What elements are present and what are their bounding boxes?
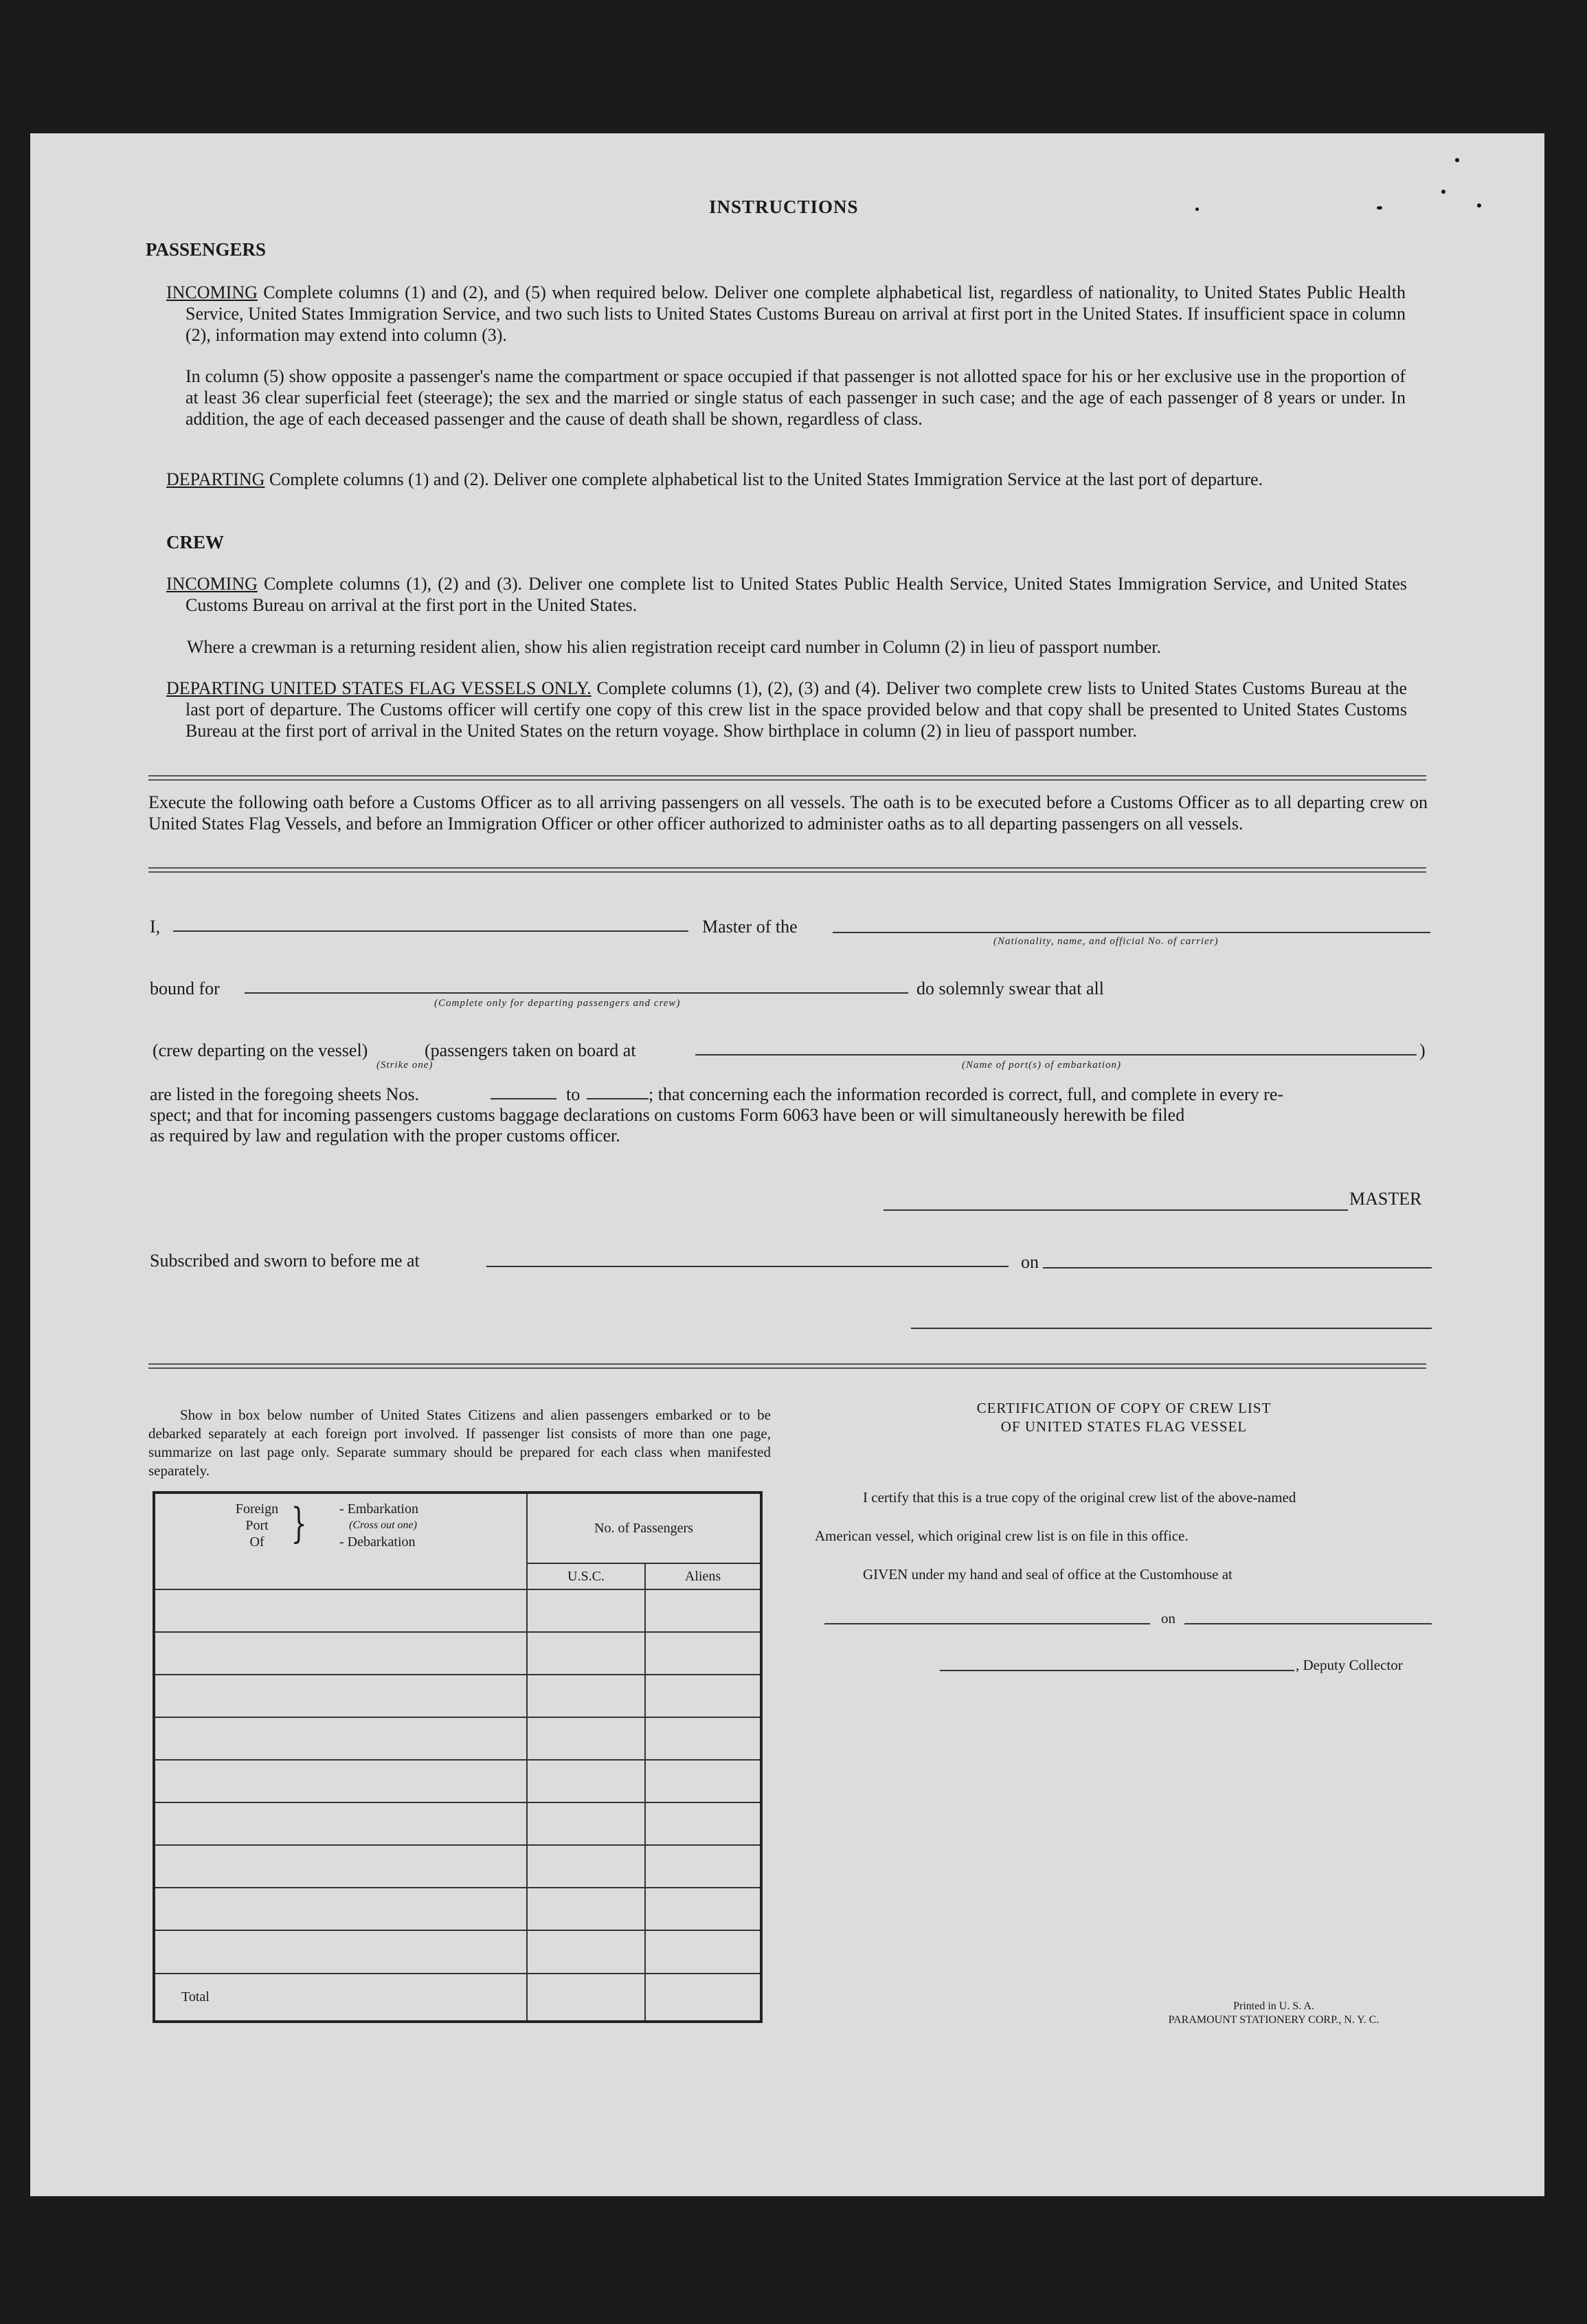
- aliens-cell[interactable]: [645, 1589, 761, 1632]
- aliens-cell[interactable]: [645, 1930, 761, 1973]
- certification-heading-1: CERTIFICATION OF COPY OF CREW LIST: [976, 1400, 1272, 1416]
- carrier-line[interactable]: [833, 932, 1430, 933]
- passengers-column5-paragraph: In column (5) show opposite a passenger's name the compartment or space occupied if that passenger is not allotted space for his or her exclusive use in the proportion of at least 36 clear superficial feet (steerage); the sex and the married or single status of each passenger in such case; and the age of each passenger of 8 years or under. In addition, the age of each deceased passenger and the cause of death shall be shown, regardless of class.: [185, 366, 1406, 429]
- crew-incoming-text: Complete columns (1), (2) and (3). Deliver one complete list to United States Public Health Service, United States Immigration Service, and United States Customs Bureau on arrival at the first port in the United States.: [185, 574, 1407, 615]
- scan-speck: [1195, 208, 1199, 211]
- printer-line-1: Printed in U. S. A.: [1233, 2000, 1314, 2012]
- certification-date-line[interactable]: [1184, 1623, 1432, 1624]
- box-instructions: Show in box below number of United States Citizens and alien passengers embarked or to be debarked separately at each foreign port involved. If passenger list consists of more than one page, summarize on last page only. Separate summary should be prepared for each class when manifested separately.: [148, 1407, 771, 1479]
- aliens-cell[interactable]: [645, 1802, 761, 1845]
- usc-cell[interactable]: [527, 1845, 645, 1888]
- aliens-cell[interactable]: [645, 1675, 761, 1717]
- certification-heading: [945, 1399, 1303, 1436]
- subscribed-place-line[interactable]: [486, 1266, 1009, 1267]
- embarkation-option[interactable]: - Embarkation: [339, 1501, 418, 1517]
- passengers-departing-label: DEPARTING: [166, 469, 265, 489]
- printer-imprint: [1129, 2000, 1418, 2027]
- port-cell[interactable]: [154, 1845, 527, 1888]
- subscribed-date-line[interactable]: [1043, 1267, 1432, 1269]
- oath-on: on: [1021, 1252, 1039, 1272]
- oath-passengers-taken: (passengers taken on board at: [425, 1040, 636, 1060]
- port-cell[interactable]: [154, 1760, 527, 1802]
- oath-listed-a: are listed in the foregoing sheets Nos.: [150, 1084, 420, 1104]
- port-cell[interactable]: [154, 1632, 527, 1675]
- passengers-departing-paragraph: [166, 469, 1406, 490]
- total-label: Total: [154, 1974, 527, 2022]
- oath-instructions: Execute the following oath before a Customs Officer as to all arriving passengers on all vessels. The oath is to be executed before a Customs Officer as to all departing crew on United States Flag Vessels, and before an Immigration Officer or other officer authorized to administer oaths as to all departing passengers on all vessels.: [148, 792, 1428, 834]
- foreign-label: Foreign: [235, 1501, 279, 1517]
- divider: [148, 775, 1426, 776]
- oath-swear: do solemnly swear that all: [916, 979, 1104, 998]
- deputy-signature-line[interactable]: [940, 1670, 1294, 1671]
- usc-cell[interactable]: [527, 1760, 645, 1802]
- ports-caption: (Name of port(s) of embarkation): [962, 1060, 1121, 1071]
- oath-subscribed: Subscribed and sworn to before me at: [150, 1251, 420, 1271]
- customhouse-line[interactable]: [824, 1623, 1150, 1624]
- total-aliens-cell[interactable]: [645, 1974, 761, 2022]
- scan-speck: [1441, 190, 1445, 194]
- crew-departing-label: DEPARTING UNITED STATES FLAG VESSELS ONLY.: [166, 678, 592, 698]
- oath-crew-departing: (crew departing on the vessel): [153, 1040, 368, 1060]
- port-cell[interactable]: [154, 1802, 527, 1845]
- divider: [148, 779, 1426, 781]
- divider: [148, 1367, 1426, 1369]
- usc-header: U.S.C.: [527, 1563, 645, 1589]
- port-cell[interactable]: [154, 1888, 527, 1930]
- usc-cell[interactable]: [527, 1930, 645, 1973]
- oath-close-paren: ): [1419, 1040, 1426, 1060]
- usc-cell[interactable]: [527, 1675, 645, 1717]
- aliens-cell[interactable]: [645, 1717, 761, 1760]
- usc-cell[interactable]: [527, 1717, 645, 1760]
- aliens-cell[interactable]: [645, 1888, 761, 1930]
- printer-line-2: PARAMOUNT STATIONERY CORP., N. Y. C.: [1168, 2014, 1380, 2026]
- usc-cell[interactable]: [527, 1632, 645, 1675]
- total-usc-cell[interactable]: [527, 1974, 645, 2022]
- port-header-cell: [154, 1493, 527, 1589]
- certification-heading-2: OF UNITED STATES FLAG VESSEL: [1000, 1418, 1248, 1435]
- passengers-departing-text: Complete columns (1) and (2). Deliver one complete alphabetical list to the United States Immigration Service at the last port of departure.: [264, 469, 1263, 489]
- port-cell[interactable]: [154, 1717, 527, 1760]
- usc-cell[interactable]: [527, 1888, 645, 1930]
- debarkation-option[interactable]: - Debarkation: [339, 1534, 416, 1550]
- strike-one-caption: (Strike one): [376, 1060, 434, 1071]
- usc-cell[interactable]: [527, 1589, 645, 1632]
- oath-listed-d: as required by law and regulation with the proper customs officer.: [150, 1126, 620, 1146]
- sheet-from-line[interactable]: [491, 1098, 556, 1099]
- crew-incoming-label: INCOMING: [166, 574, 258, 594]
- certification-on: on: [1161, 1610, 1175, 1627]
- oath-i: I,: [150, 917, 161, 937]
- embark-options: [339, 1501, 418, 1550]
- aliens-cell[interactable]: [645, 1845, 761, 1888]
- certification-line-3: GIVEN under my hand and seal of office at the Customhouse at: [863, 1566, 1233, 1583]
- oath-listed-to: to: [566, 1084, 581, 1104]
- master-name-line[interactable]: [173, 930, 688, 932]
- port-cell[interactable]: [154, 1589, 527, 1632]
- port-word-label: Port: [245, 1518, 269, 1533]
- nationality-caption: (Nationality, name, and official No. of carrier): [993, 936, 1219, 947]
- passengers-incoming-label: INCOMING: [166, 282, 258, 302]
- passengers-incoming-text: Complete columns (1) and (2), and (5) when required below. Deliver one complete alphabetical list, regardless of nationality, to United States Public Health Service, United States Immigration Service, and two such lists to United States Customs Bureau on arrival at first port in the United States. If insufficient space in column (2), information may extend into column (3).: [185, 282, 1406, 345]
- scan-speck: [1377, 206, 1382, 210]
- port-cell[interactable]: [154, 1930, 527, 1973]
- page-title: INSTRUCTIONS: [709, 197, 859, 217]
- ports-summary-table: [153, 1491, 763, 2023]
- crew-incoming-paragraph: [166, 573, 1407, 616]
- brace-icon: }: [291, 1499, 307, 1548]
- crew-resident-paragraph: Where a crewman is a returning resident alien, show his alien registration receipt card number in Column (2) in lieu of passport number.: [187, 637, 1162, 657]
- aliens-header: Aliens: [645, 1563, 761, 1589]
- passengers-heading: PASSENGERS: [146, 239, 267, 260]
- master-signature-line[interactable]: [883, 1209, 1348, 1211]
- deputy-collector-label: , Deputy Collector: [1296, 1657, 1403, 1673]
- port-cell[interactable]: [154, 1675, 527, 1717]
- crew-heading: CREW: [166, 532, 225, 552]
- of-label: Of: [249, 1534, 264, 1550]
- divider: [148, 871, 1426, 873]
- aliens-cell[interactable]: [645, 1760, 761, 1802]
- bound-caption: (Complete only for departing passengers and crew): [434, 998, 681, 1009]
- oath-master-of-the: Master of the: [702, 917, 798, 937]
- divider: [148, 867, 1426, 869]
- certification-line-2: American vessel, which original crew list is on file in this office.: [815, 1528, 1189, 1544]
- embarkation-port-line[interactable]: [695, 1054, 1417, 1055]
- sheet-to-line[interactable]: [587, 1098, 649, 1099]
- oath-listed-b: ; that concerning each the information recorded is correct, full, and complete in every re-: [649, 1084, 1284, 1104]
- oath-bound-for: bound for: [150, 979, 220, 998]
- certification-line-1: I certify that this is a true copy of the original crew list of the above-named: [863, 1489, 1296, 1506]
- scan-speck: [1455, 158, 1459, 162]
- bound-for-line[interactable]: [245, 992, 908, 994]
- passengers-incoming-paragraph: [166, 282, 1406, 346]
- divider: [148, 1363, 1426, 1365]
- oath-master: MASTER: [1349, 1189, 1422, 1209]
- crew-departing-text: Complete columns (1), (2), (3) and (4). Deliver two complete crew lists to United States Customs Bureau at the last port of departure. The Customs officer will certify one copy of this crew list in the space provided below and that copy shall be presented to United States Customs Bureau at the first port of arrival in the United States on the return voyage. Show birthplace in column (2) in lieu of passport number.: [185, 678, 1407, 741]
- cross-out-note: (Cross out one): [349, 1519, 417, 1531]
- usc-cell[interactable]: [527, 1802, 645, 1845]
- crew-departing-paragraph: [166, 678, 1407, 741]
- port-label: [229, 1501, 284, 1550]
- no-passengers-header: No. of Passengers: [527, 1493, 761, 1563]
- scan-speck: [1477, 203, 1481, 208]
- officer-signature-line[interactable]: [911, 1328, 1432, 1329]
- oath-listed-c: spect; and that for incoming passengers customs baggage declarations on customs Form 6063 have been or will simultaneously herewith be filed: [150, 1105, 1185, 1125]
- aliens-cell[interactable]: [645, 1632, 761, 1675]
